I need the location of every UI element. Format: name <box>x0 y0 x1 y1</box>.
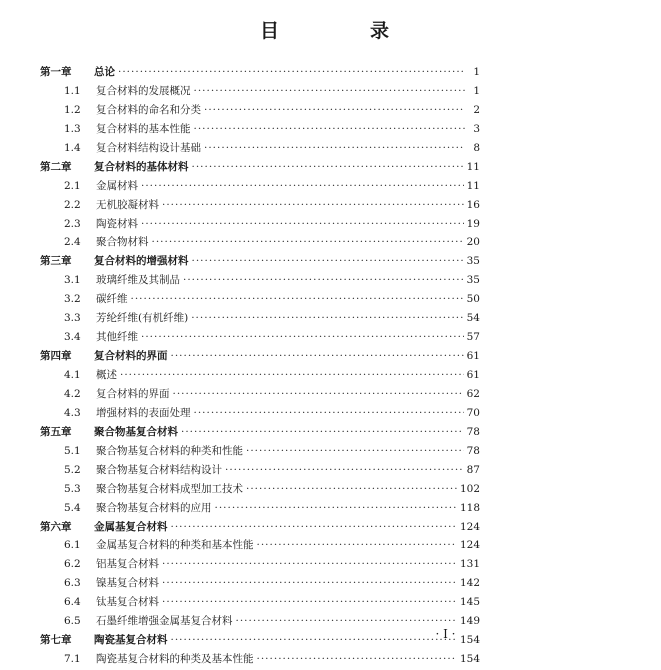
entry-title: 聚合物基复合材料的种类和性能 <box>96 444 243 457</box>
dot-leader <box>257 653 457 665</box>
entry-page-number: 131 <box>459 558 480 571</box>
toc-section-entry[interactable] <box>40 462 480 481</box>
entry-page-number: 61 <box>466 369 480 381</box>
entry-title: 金属基复合材料的种类和基本性能 <box>96 539 254 552</box>
dot-leader <box>141 331 464 343</box>
entry-number: 2.4 <box>64 236 81 249</box>
entry-number: 第四章 <box>40 350 72 363</box>
page-number: · I · <box>435 627 456 641</box>
entry-title: 复合材料的命名和分类 <box>96 103 201 116</box>
entry-title: 陶瓷材料 <box>96 217 138 230</box>
entry-title: 复合材料的发展概况 <box>96 84 191 97</box>
entry-number: 3.3 <box>64 312 81 325</box>
entry-title: 陶瓷基复合材料的种类及基本性能 <box>96 653 254 666</box>
entry-title: 金属基复合材料 <box>94 520 168 533</box>
entry-page-number: 8 <box>473 141 480 154</box>
entry-page-number: 61 <box>466 350 480 363</box>
table-of-contents <box>40 64 480 670</box>
dot-leader <box>191 312 463 324</box>
dot-leader <box>194 85 466 97</box>
dot-leader <box>171 350 464 362</box>
entry-number: 6.4 <box>64 596 81 609</box>
dot-leader <box>181 426 464 438</box>
toc-section-entry[interactable] <box>40 140 480 159</box>
entry-number: 4.1 <box>64 369 81 381</box>
toc-section-entry[interactable] <box>40 272 480 291</box>
toc-section-entry[interactable] <box>40 197 480 216</box>
entry-page-number: 154 <box>459 634 480 647</box>
entry-number: 3.2 <box>64 293 81 306</box>
toc-section-entry[interactable] <box>40 216 480 235</box>
dot-leader <box>204 104 465 116</box>
entry-title: 总论 <box>94 66 115 78</box>
toc-chapter-entry[interactable] <box>40 424 480 443</box>
entry-page-number: 78 <box>466 425 480 438</box>
entry-title: 铝基复合材料 <box>96 558 159 571</box>
entry-title: 聚合物基复合材料结构设计 <box>96 463 222 476</box>
toc-section-entry[interactable] <box>40 291 480 310</box>
toc-section-entry[interactable] <box>40 234 480 253</box>
dot-leader <box>118 66 465 78</box>
entry-title: 石墨纤维增强金属基复合材料 <box>96 615 233 628</box>
toc-section-entry[interactable] <box>40 329 480 348</box>
entry-number: 第七章 <box>40 634 72 647</box>
entry-title: 陶瓷基复合材料 <box>94 634 168 647</box>
entry-title: 聚合物材料 <box>96 236 149 249</box>
entry-page-number: 54 <box>466 312 480 325</box>
entry-number: 第六章 <box>40 520 72 533</box>
entry-page-number: 124 <box>459 520 480 533</box>
entry-number: 6.1 <box>64 539 81 552</box>
entry-page-number: 11 <box>466 179 480 192</box>
entry-number: 5.3 <box>64 482 81 495</box>
entry-page-number: 1 <box>473 84 480 97</box>
entry-page-number: 78 <box>466 444 480 457</box>
entry-number: 7.1 <box>64 653 81 666</box>
dot-leader <box>162 558 457 570</box>
toc-section-entry[interactable] <box>40 310 480 329</box>
dot-leader <box>192 255 464 267</box>
dot-leader <box>194 407 464 419</box>
toc-section-entry[interactable] <box>40 594 480 613</box>
entry-number: 6.5 <box>64 615 81 628</box>
toc-chapter-entry[interactable] <box>40 519 480 538</box>
entry-number: 2.2 <box>64 198 81 211</box>
entry-page-number: 3 <box>473 122 480 135</box>
toc-section-entry[interactable] <box>40 443 480 462</box>
dot-leader <box>192 161 464 173</box>
dot-leader <box>204 142 465 154</box>
dot-leader <box>215 502 457 514</box>
entry-number: 第三章 <box>40 255 72 268</box>
entry-title: 无机胶凝材料 <box>96 198 159 211</box>
entry-title: 聚合物基复合材料 <box>94 425 178 438</box>
entry-title: 金属材料 <box>96 179 138 192</box>
entry-title: 芳纶纤维(有机纤维) <box>96 312 189 325</box>
entry-number: 6.3 <box>64 577 81 590</box>
entry-page-number: 50 <box>466 293 480 306</box>
entry-title: 镍基复合材料 <box>96 577 159 590</box>
dot-leader <box>120 369 464 381</box>
entry-page-number: 35 <box>466 255 480 268</box>
toc-section-entry[interactable] <box>40 481 480 500</box>
entry-page-number: 118 <box>459 501 480 514</box>
toc-section-entry[interactable] <box>40 575 480 594</box>
toc-chapter-entry[interactable] <box>40 253 480 272</box>
entry-number: 1.2 <box>64 103 81 116</box>
entry-number: 5.4 <box>64 501 81 514</box>
entry-number: 第五章 <box>40 425 72 438</box>
entry-number: 2.3 <box>64 217 81 230</box>
entry-number: 3.1 <box>64 274 81 287</box>
dot-leader <box>152 236 464 248</box>
entry-title: 复合材料的基体材料 <box>94 160 189 173</box>
toc-section-entry[interactable] <box>40 500 480 519</box>
dot-leader <box>236 615 457 627</box>
entry-title: 增强材料的表面处理 <box>96 406 191 419</box>
toc-section-entry[interactable] <box>40 651 480 670</box>
dot-leader <box>141 180 464 192</box>
entry-title: 其他纤维 <box>96 331 138 344</box>
toc-chapter-entry[interactable] <box>40 64 480 83</box>
dot-leader <box>194 123 466 135</box>
page-title: 目 录 <box>259 20 425 42</box>
entry-page-number: 19 <box>466 217 480 230</box>
entry-number: 5.1 <box>64 444 81 457</box>
entry-title: 复合材料的界面 <box>96 387 170 400</box>
dot-leader <box>162 199 464 211</box>
toc-section-entry[interactable] <box>40 102 480 121</box>
entry-number: 1.3 <box>64 122 81 135</box>
toc-section-entry[interactable] <box>40 537 480 556</box>
entry-page-number: 11 <box>466 160 480 173</box>
toc-section-entry[interactable] <box>40 405 480 424</box>
dot-leader <box>171 521 457 533</box>
toc-section-entry[interactable] <box>40 367 480 386</box>
entry-page-number: 1 <box>473 66 480 78</box>
entry-title: 聚合物基复合材料的应用 <box>96 501 212 514</box>
toc-section-entry[interactable] <box>40 556 480 575</box>
entry-page-number: 2 <box>473 103 480 116</box>
entry-title: 复合材料结构设计基础 <box>96 141 201 154</box>
entry-number: 1.1 <box>64 84 81 97</box>
dot-leader <box>173 388 464 400</box>
dot-leader <box>183 274 464 286</box>
entry-title: 复合材料的增强材料 <box>94 255 189 268</box>
entry-page-number: 35 <box>466 274 480 287</box>
entry-page-number: 16 <box>466 198 480 211</box>
entry-number: 第二章 <box>40 160 72 173</box>
entry-page-number: 124 <box>459 539 480 552</box>
entry-title: 复合材料的基本性能 <box>96 122 191 135</box>
entry-page-number: 145 <box>459 596 480 609</box>
entry-page-number: 142 <box>459 577 480 590</box>
entry-number: 第一章 <box>40 66 72 78</box>
entry-number: 4.3 <box>64 406 81 419</box>
dot-leader <box>225 464 464 476</box>
dot-leader <box>162 596 457 608</box>
entry-page-number: 102 <box>459 482 480 495</box>
entry-title: 概述 <box>96 369 117 381</box>
entry-title: 聚合物基复合材料成型加工技术 <box>96 482 243 495</box>
entry-title: 玻璃纤维及其制品 <box>96 274 180 287</box>
entry-page-number: 70 <box>466 406 480 419</box>
entry-page-number: 57 <box>466 331 480 344</box>
toc-section-entry[interactable] <box>40 121 480 140</box>
entry-title: 复合材料的界面 <box>94 350 168 363</box>
dot-leader <box>162 577 457 589</box>
toc-chapter-entry[interactable] <box>40 348 480 367</box>
entry-title: 钛基复合材料 <box>96 596 159 609</box>
toc-chapter-entry[interactable] <box>40 159 480 178</box>
entry-title: 碳纤维 <box>96 293 128 306</box>
dot-leader <box>141 218 464 230</box>
toc-section-entry[interactable] <box>40 386 480 405</box>
dot-leader <box>246 483 457 495</box>
toc-section-entry[interactable] <box>40 83 480 102</box>
entry-number: 3.4 <box>64 331 81 344</box>
dot-leader <box>246 445 464 457</box>
toc-section-entry[interactable] <box>40 178 480 197</box>
entry-number: 5.2 <box>64 463 81 476</box>
entry-page-number: 154 <box>459 653 480 666</box>
dot-leader <box>131 293 464 305</box>
entry-page-number: 62 <box>466 387 480 400</box>
entry-number: 4.2 <box>64 387 81 400</box>
entry-page-number: 149 <box>459 615 480 628</box>
entry-page-number: 20 <box>466 236 480 249</box>
dot-leader <box>257 539 457 551</box>
entry-number: 6.2 <box>64 558 81 571</box>
entry-page-number: 87 <box>466 463 480 476</box>
entry-number: 2.1 <box>64 179 81 192</box>
entry-number: 1.4 <box>64 141 81 154</box>
